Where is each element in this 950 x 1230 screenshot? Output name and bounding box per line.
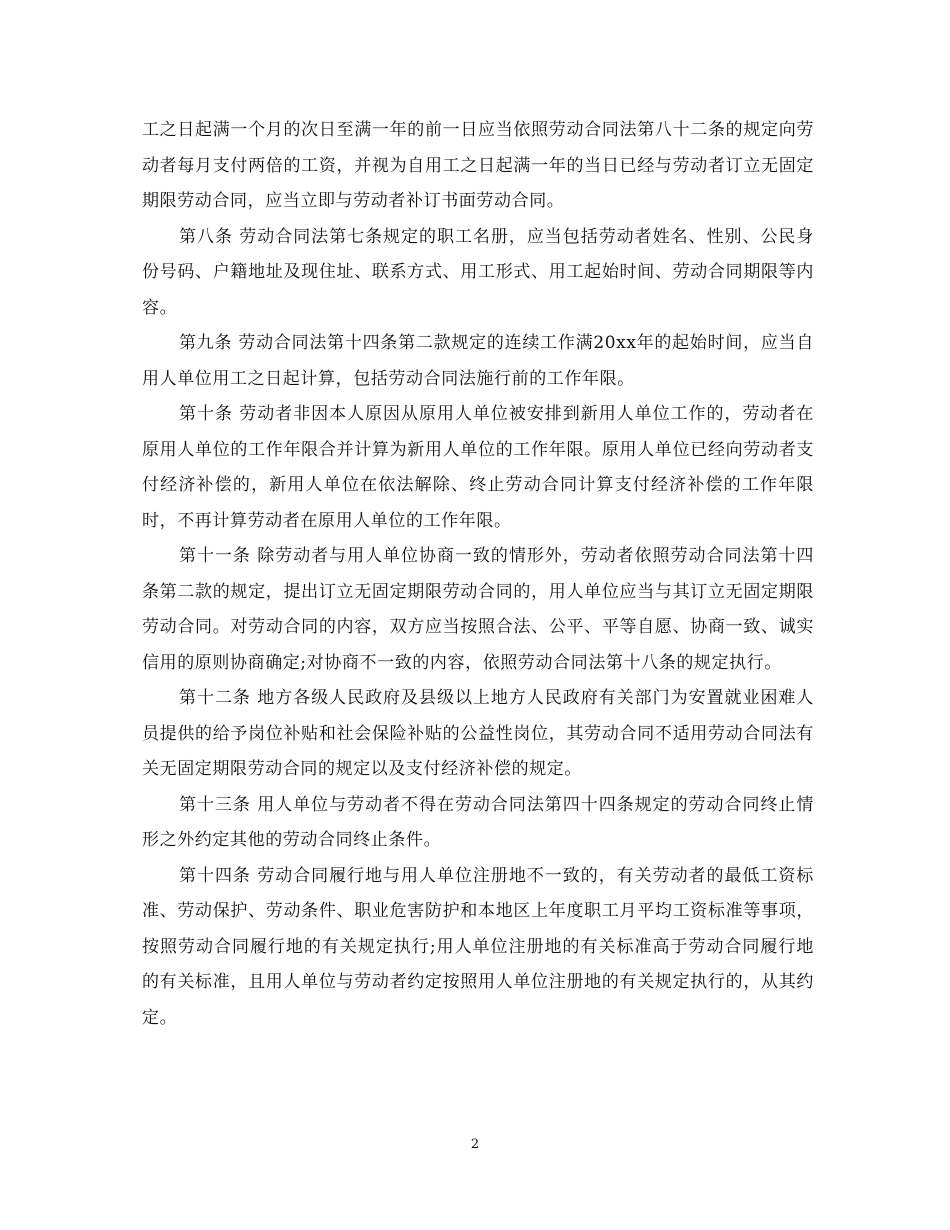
page-number: 2 bbox=[470, 1137, 480, 1152]
paragraph-article-10: 第十条 劳动者非因本人原因从原用人单位被安排到新用人单位工作的，劳动者在原用人单位的工作年限合并计算为新用人单位的工作年限。原用人单位已经向劳动者支付经济补偿的，新用人单位在依法解除、终止劳动合同计算支付经济补偿的工作年限时，不再计算劳动者在原用人单位的工作年限。 bbox=[142, 404, 814, 531]
paragraph: 工之日起满一个月的次日至满一年的前一日应当依照劳动合同法第八十二条的规定向劳动者每月支付两倍的工资，并视为自用工之日起满一年的当日已经与劳动者订立无固定期限劳动合同，应当立即与劳动者补订书面劳动合同。 bbox=[142, 120, 814, 211]
paragraph-article-9: 第九条 劳动合同法第十四条第二款规定的连续工作满20xx年的起始时间，应当自用人单位用工之日起计算，包括劳动合同法施行前的工作年限。 bbox=[142, 333, 814, 389]
paragraph-article-12: 第十二条 地方各级人民政府及县级以上地方人民政府有关部门为安置就业困难人员提供的给予岗位补贴和社会保险补贴的公益性岗位，其劳动合同不适用劳动合同法有关无固定期限劳动合同的规定以及支付经济补偿的规定。 bbox=[142, 688, 814, 779]
paragraph-article-11: 第十一条 除劳动者与用人单位协商一致的情形外，劳动者依照劳动合同法第十四条第二款的规定，提出订立无固定期限劳动合同的，用人单位应当与其订立无固定期限劳动合同。对劳动合同的内容，双方应当按照合法、公平、平等自愿、协商一致、诚实信用的原则协商确定;对协商不一致的内容，依照劳动合同法第十八条的规定执行。 bbox=[142, 546, 814, 673]
paragraph-article-13: 第十三条 用人单位与劳动者不得在劳动合同法第四十四条规定的劳动合同终止情形之外约定其他的劳动合同终止条件。 bbox=[142, 794, 814, 850]
paragraph-article-14: 第十四条 劳动合同履行地与用人单位注册地不一致的，有关劳动者的最低工资标准、劳动保护、劳动条件、职业危害防护和本地区上年度职工月平均工资标准等事项，按照劳动合同履行地的有关规定执行;用人单位注册地的有关标准高于劳动合同履行地的有关标准，且用人单位与劳动者约定按照用人单位注册地的有关规定执行的，从其约定。 bbox=[142, 865, 814, 1028]
paragraph-article-8: 第八条 劳动合同法第七条规定的职工名册，应当包括劳动者姓名、性别、公民身份号码、户籍地址及现住址、联系方式、用工形式、用工起始时间、劳动合同期限等内容。 bbox=[142, 226, 814, 318]
document-body bbox=[142, 113, 814, 1036]
